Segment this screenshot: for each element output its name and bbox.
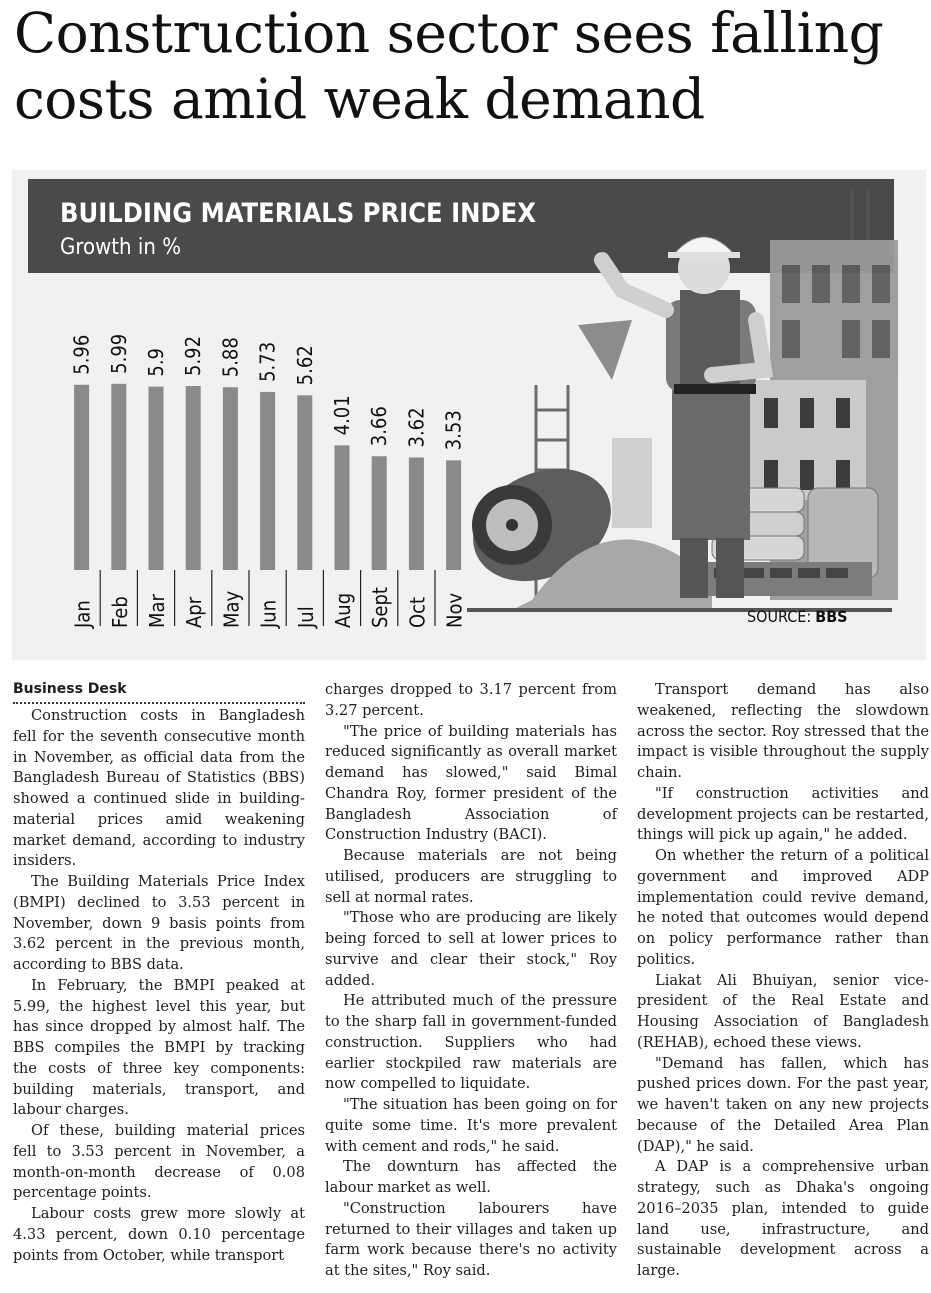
category-label: Mar: [145, 594, 169, 628]
bar-mar: [149, 387, 164, 570]
bar-chart: [12, 170, 926, 660]
bar-value-label: 5.96: [69, 334, 94, 375]
chart-subtitle: Growth in %: [60, 235, 182, 260]
bar-value-label: 5.92: [181, 335, 206, 376]
article-column-2: [325, 680, 617, 1282]
bar-feb: [111, 384, 126, 570]
article-paragraph: "Those who are producing are likely being forced to sell at lower prices to survive and clear their stock," Roy added.: [325, 909, 617, 989]
article-paragraph: "Demand has fallen, which has pushed prices down. For the past year, we haven't taken on any new projects because of the Detailed Area Plan (DAP)," he said.: [637, 1054, 929, 1155]
article-paragraph: "The situation has been going on for quite some time. It's more prevalent with cement and rods," he said.: [325, 1096, 617, 1155]
bar-value-label: 3.66: [367, 406, 392, 447]
bar-jul: [297, 395, 312, 570]
article-paragraph: The downturn has affected the labour market as well.: [325, 1158, 617, 1196]
bar-jan: [74, 385, 89, 570]
bar-value-label: 3.62: [404, 407, 429, 448]
article-paragraph: "The price of building materials has reduced significantly as overall market demand has slowed," said Bimal Chandra Roy, former president of the Bangladesh Association of Construction Industry (BACI).: [325, 722, 617, 844]
bar-sept: [372, 456, 387, 570]
category-label: Jun: [256, 599, 281, 628]
article-paragraph: In February, the BMPI peaked at 5.99, the highest level this year, but has since dropped by almost half. The BBS compiles the BMPI by tracking the costs of three key components: building materials, transport, and labour charges.: [13, 976, 305, 1119]
source-label: SOURCE:: [747, 607, 812, 626]
article-paragraph: Labour costs grew more slowly at 4.33 percent, down 0.10 percentage points from October, while transport: [13, 1205, 305, 1264]
article-column-1: [13, 680, 305, 1266]
bar-jun: [260, 392, 275, 570]
article-paragraph: Of these, building material prices fell to 3.53 percent in November, a month-on-month decrease of 0.08 percentage points.: [13, 1122, 305, 1202]
category-label: Jul: [293, 606, 318, 628]
article-column-3: [637, 680, 929, 1282]
source-text: [747, 607, 848, 626]
chart-graphic: [12, 170, 926, 660]
byline: Business Desk: [13, 680, 305, 704]
article-paragraph: He attributed much of the pressure to the sharp fall in government-funded construction. Suppliers who had earlier stockpiled raw materials are now compelled to liquidate.: [325, 992, 617, 1093]
bar-value-label: 5.99: [106, 333, 131, 374]
bar-value-label: 5.62: [292, 345, 317, 386]
category-label: May: [219, 590, 244, 628]
article-paragraph: "Construction labourers have returned to their villages and taken up farm work because there's no activity at the sites," Roy said.: [325, 1199, 617, 1279]
category-label: Aug: [331, 592, 355, 628]
bar-value-label: 3.53: [441, 410, 466, 451]
bar-value-label: 5.88: [218, 337, 243, 378]
category-label: Feb: [107, 596, 132, 628]
article-paragraph: "If construction activities and development projects can be restarted, things will pick up again," he added.: [637, 784, 929, 844]
category-label: Sept: [368, 587, 393, 628]
article-paragraph: A DAP is a comprehensive urban strategy, such as Dhaka's ongoing 2016–2035 plan, intended to guide land use, infrastructure, and sustainable development across a large.: [637, 1158, 929, 1279]
article-paragraph: The Building Materials Price Index (BMPI) declined to 3.53 percent in November, down 9 basis points from 3.62 percent in the previous month, according to BBS data.: [13, 873, 305, 973]
bar-value-label: 5.9: [144, 348, 168, 377]
article-paragraph: charges dropped to 3.17 percent from 3.27 percent.: [325, 681, 617, 719]
bar-nov: [446, 460, 461, 570]
source-name: BBS: [815, 607, 848, 626]
chart-bars: [74, 384, 461, 570]
bar-value-label: 5.73: [255, 341, 280, 382]
article-paragraph: Construction costs in Bangladesh fell for the seventh consecutive month in November, as official data from the Bangladesh Bureau of Statistics (BBS) showed a continued slide in building-material prices amid weakening market demand, according to industry insiders.: [13, 707, 305, 870]
category-label: Oct: [405, 596, 430, 628]
article-paragraph: Because materials are not being utilised, producers are struggling to sell at normal rates.: [325, 847, 617, 906]
bar-apr: [186, 386, 201, 570]
bar-oct: [409, 457, 424, 570]
bar-aug: [335, 445, 350, 570]
bar-may: [223, 387, 238, 570]
category-label: Jan: [70, 600, 95, 628]
category-label: Nov: [442, 592, 467, 628]
article-paragraph: Liakat Ali Bhuiyan, senior vice-president of the Real Estate and Housing Association of Bangladesh (REHAB), echoed these views.: [637, 971, 929, 1051]
article-paragraph: On whether the return of a political government and improved ADP implementation could revive demand, he noted that outcomes would depend on policy performance rather than politics.: [637, 847, 929, 968]
chart-category-labels: [71, 587, 467, 629]
category-label: Apr: [182, 596, 207, 628]
bar-value-label: 4.01: [330, 395, 354, 436]
chart-title: BUILDING MATERIALS PRICE INDEX: [60, 198, 536, 229]
headline: Construction sector sees falling costs amid weak demand: [14, 1, 884, 131]
article-paragraph: Transport demand has also weakened, reflecting the slowdown across the sector. Roy stressed that the impact is visible throughout the supply chain.: [637, 681, 929, 781]
